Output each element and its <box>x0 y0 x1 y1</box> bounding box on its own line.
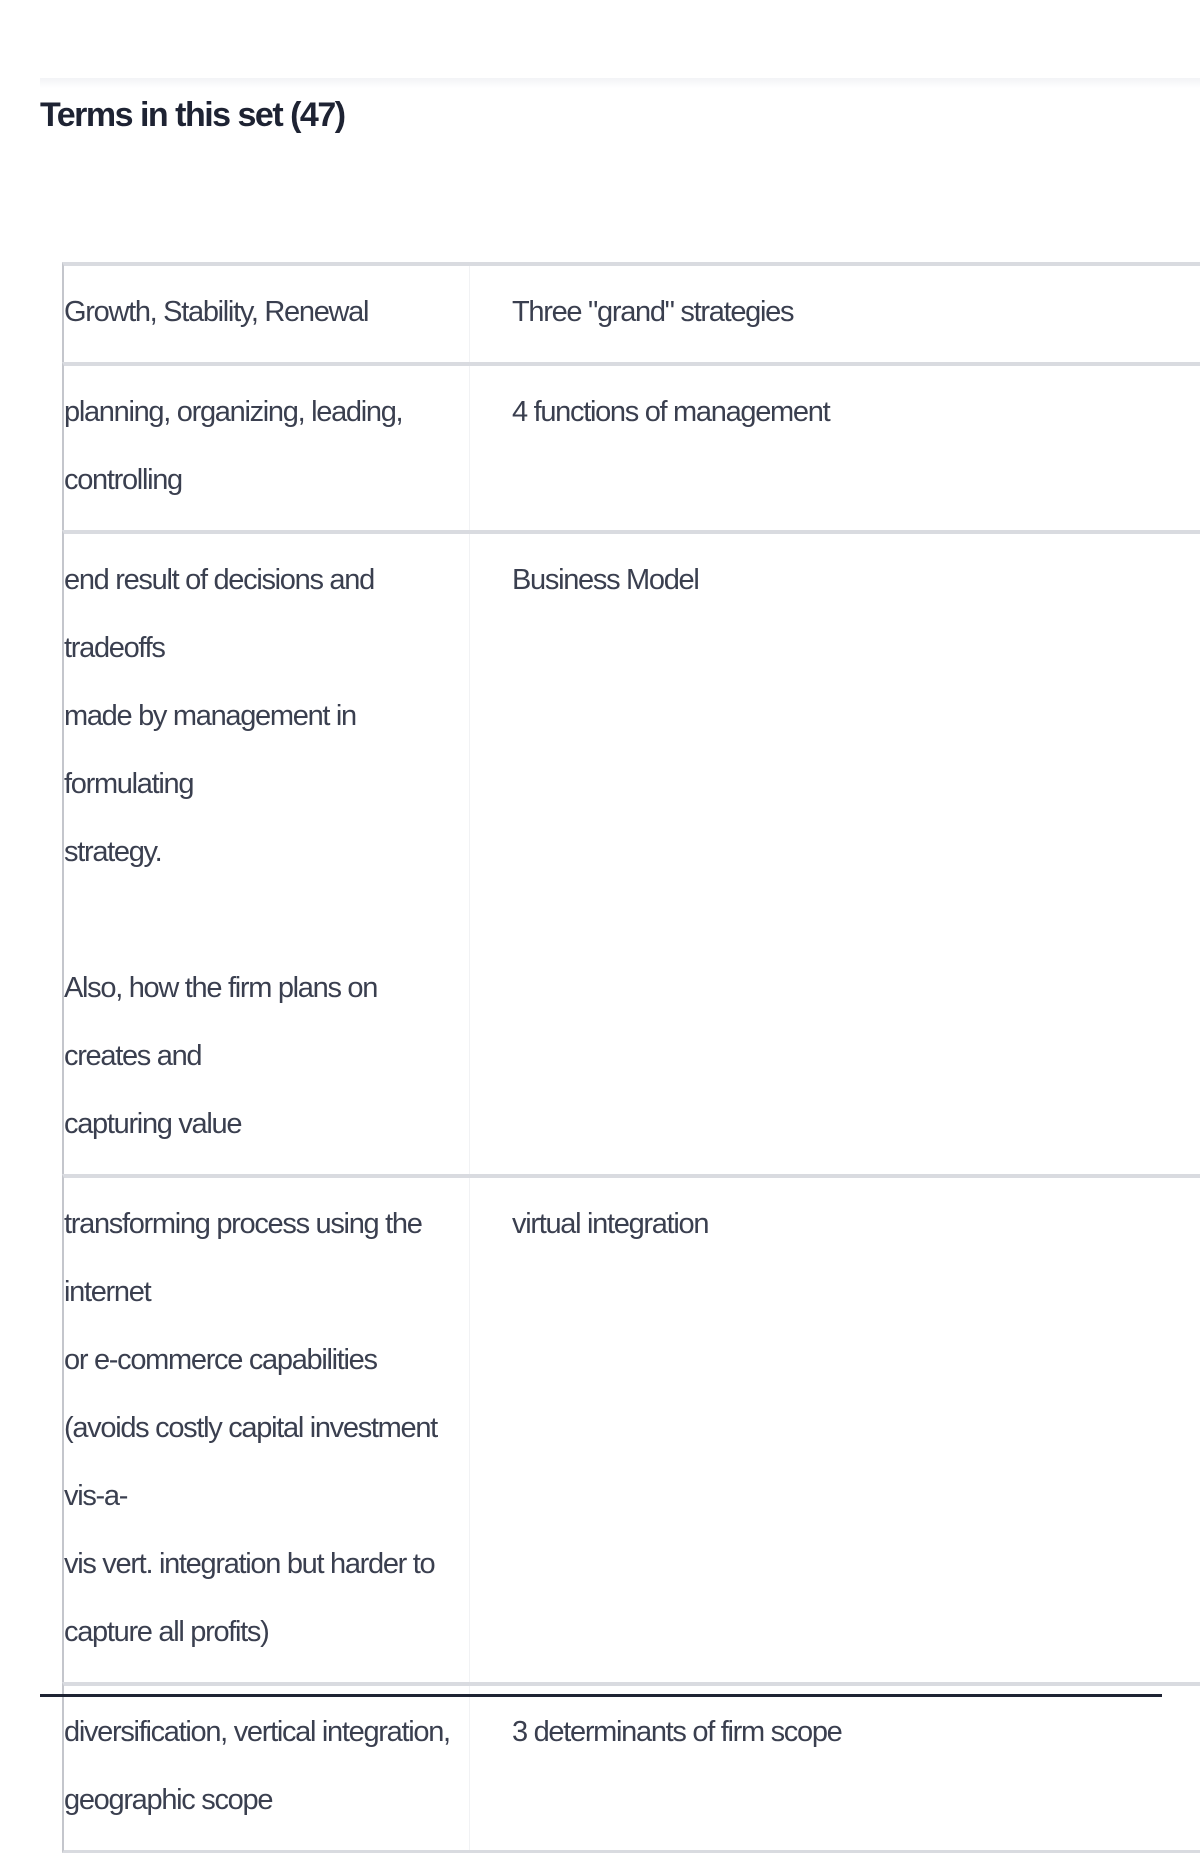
term-text: diversification, vertical integration, geographic scope <box>64 1686 470 1850</box>
term-card[interactable] <box>62 362 1200 530</box>
term-card[interactable] <box>62 262 1200 362</box>
term-card[interactable] <box>62 530 1200 1174</box>
term-card[interactable] <box>62 1682 1200 1853</box>
definition-text: 4 functions of management <box>512 396 830 428</box>
term-text: transforming process using the internet or e-commerce capabilities (avoids costly capital investment vis-a- vis vert. integration but harder to capture all profits) <box>64 1178 470 1682</box>
definition-text: 3 determinants of firm scope <box>512 1716 842 1748</box>
terms-list <box>62 262 1200 1853</box>
term-card[interactable] <box>62 1174 1200 1682</box>
term-text: end result of decisions and tradeoffs made by management in formulating strategy. Also, how the firm plans on creates and capturing value <box>64 534 470 1174</box>
definition-text: Three "grand" strategies <box>512 296 794 328</box>
terms-set-heading: Terms in this set (47) <box>40 96 345 134</box>
definition-text: Business Model <box>512 564 699 596</box>
definition-text: virtual integration <box>512 1208 709 1240</box>
term-text: planning, organizing, leading, controlling <box>64 366 470 530</box>
term-text: Growth, Stability, Renewal <box>64 266 470 362</box>
page-bottom-divider <box>40 1694 1162 1697</box>
header-divider <box>40 78 1200 88</box>
